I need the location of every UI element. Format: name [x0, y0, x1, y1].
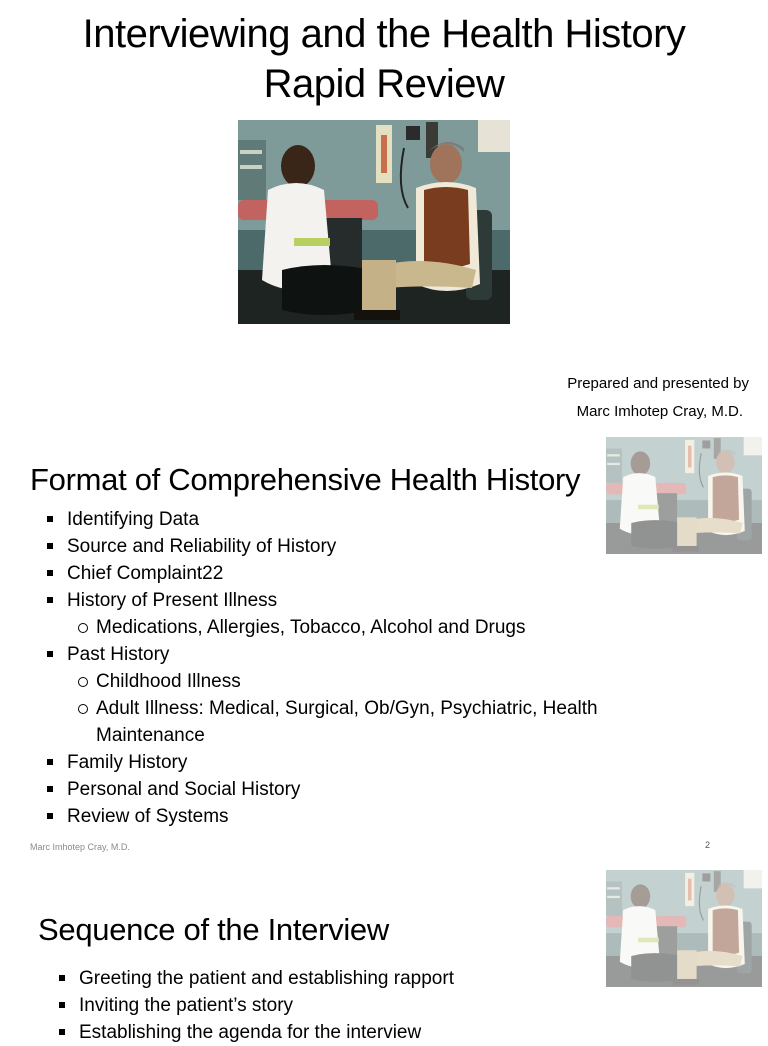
bullet-item: Establishing the agenda for the interview [42, 1019, 642, 1046]
bullet-item: Inviting the patient’s story [42, 992, 642, 1019]
slide-footer: Marc Imhotep Cray, M.D. [30, 842, 130, 852]
sub-bullet-item: Adult Illness: Medical, Surgical, Ob/Gyn, Psychiatric, Health Maintenance [30, 695, 640, 749]
bullet-item: Family History [30, 749, 640, 776]
bullet-item: Greeting the patient and establishing rapport [42, 965, 642, 992]
bullet-item: History of Present Illness [30, 587, 640, 614]
bullet-item: Identifying Data [30, 506, 640, 533]
slide-heading-sequence: Sequence of the Interview [38, 912, 389, 947]
bullet-item: Chief Complaint22 [30, 560, 640, 587]
presenter-credit [567, 370, 749, 426]
sub-bullet-item: Childhood Illness [30, 668, 640, 695]
bullet-item: Source and Reliability of History [30, 533, 640, 560]
slide-title-line-1: Interviewing and the Health History [82, 12, 686, 56]
bullet-item: Past History [30, 641, 640, 668]
history-format-list [30, 506, 640, 830]
byline-prepared: Prepared and presented by [567, 375, 749, 392]
sub-bullet-item: Medications, Allergies, Tobacco, Alcohol and Drugs [30, 614, 640, 641]
doctor-patient-interview-photo [238, 120, 510, 324]
byline-author: Marc Imhotep Cray, M.D. [576, 403, 743, 420]
bullet-item: Personal and Social History [30, 776, 640, 803]
slide-heading-format: Format of Comprehensive Health History [30, 462, 581, 497]
interview-sequence-list [42, 965, 642, 1046]
bullet-item: Review of Systems [30, 803, 640, 830]
slide-title-line-2: Rapid Review [263, 62, 505, 106]
page-number: 2 [705, 840, 711, 850]
